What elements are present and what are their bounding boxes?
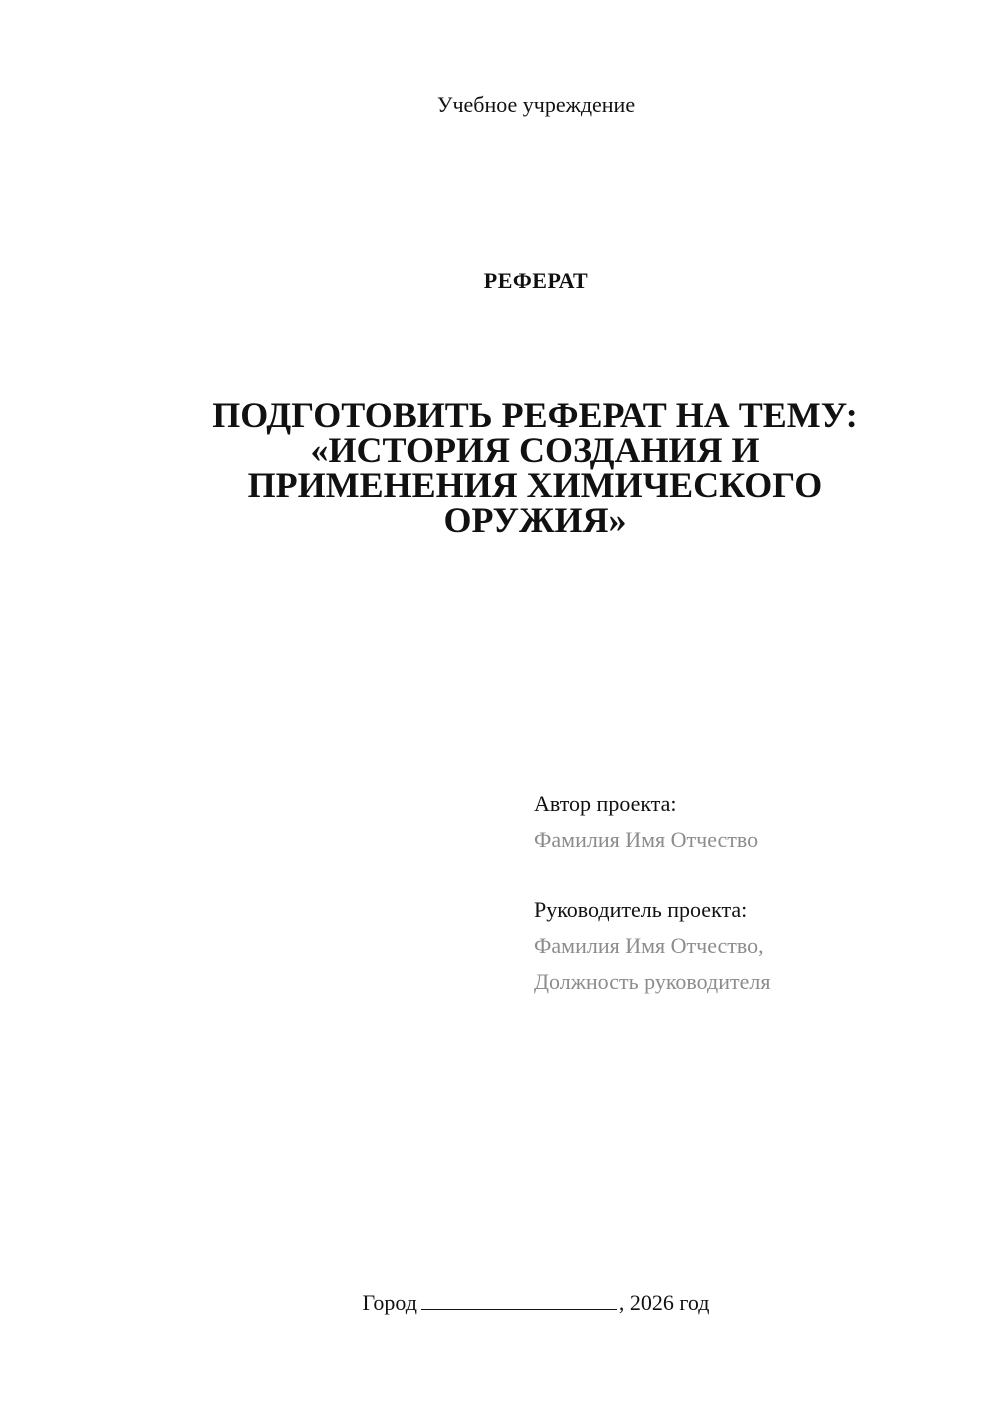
document-type: РЕФЕРАТ [483,268,589,293]
author-label: Автор проекта: [534,791,677,816]
supervisor-label: Руководитель проекта: [534,897,748,922]
document-topic [160,395,910,540]
topic-line-1: ПОДГОТОВИТЬ РЕФЕРАТ НА ТЕМУ: [212,395,858,435]
supervisor-name: Фамилия Имя Отчество, [534,933,764,958]
topic-line-3: ПРИМЕНЕНИЯ ХИМИЧЕСКОГО [247,465,823,505]
supervisor-block [534,892,770,1000]
city-label: Город [362,1290,417,1315]
year-text: , 2026 год [618,1290,710,1315]
city-blank-line [421,1308,617,1310]
footer-city-year [0,1290,1000,1316]
institution-name: Учебное учреждение [436,92,636,117]
author-name: Фамилия Имя Отчество [534,827,759,852]
supervisor-position: Должность руководителя [534,969,771,994]
author-block [534,786,758,858]
topic-line-4: ОРУЖИЯ» [443,500,627,540]
topic-line-2: «ИСТОРИЯ СОЗДАНИЯ И [310,430,760,470]
